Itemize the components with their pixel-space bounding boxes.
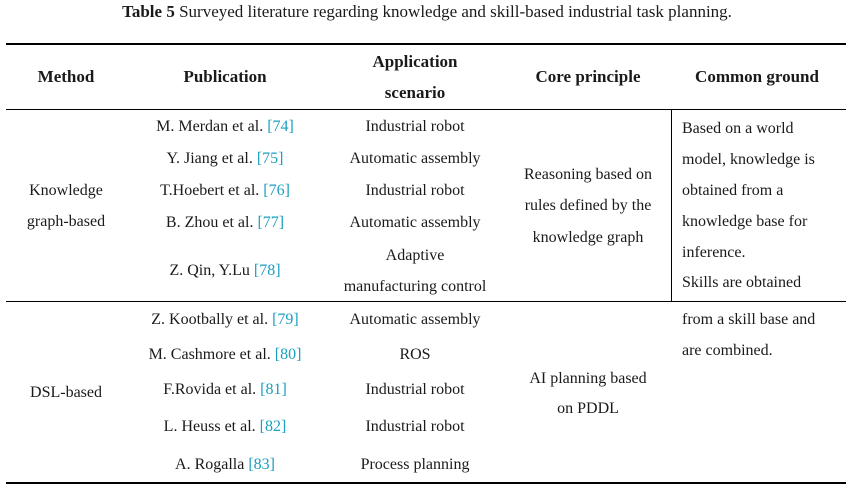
common-ground-divider xyxy=(671,110,672,301)
publication-cell: Z. Qin, Y.Lu [78] xyxy=(169,262,281,279)
publication-cell: T.Hoebert et al. [76] xyxy=(160,182,290,199)
publication-cell: Y. Jiang et al. [75] xyxy=(166,150,284,167)
scenario-cell: Automatic assembly xyxy=(349,150,481,167)
caption-text: Surveyed literature regarding knowledge and skill-based industrial task planning. xyxy=(179,2,732,21)
common-ground-line: Skills are obtained xyxy=(682,274,802,291)
scenario-cell: ROS xyxy=(399,346,431,363)
scenario-cell: Automatic assembly xyxy=(349,214,481,231)
header-rule xyxy=(6,109,846,110)
common-ground-line: Based on a world xyxy=(682,120,794,137)
scenario-cell-line1: Adaptive xyxy=(385,247,445,264)
reference-link[interactable]: [83] xyxy=(248,456,275,473)
reference-link[interactable]: [78] xyxy=(253,262,281,279)
common-ground-line: from a skill base and xyxy=(682,311,816,328)
caption-label: Table 5 xyxy=(122,2,175,21)
common-ground-line: are combined. xyxy=(682,342,773,359)
publication-cell: M. Merdan et al. [74] xyxy=(156,118,294,135)
scenario-cell: Automatic assembly xyxy=(349,311,481,328)
publication-cell: L. Heuss et al. [82] xyxy=(163,418,287,435)
principle-dsl-line2: on PDDL xyxy=(557,400,619,417)
table-caption xyxy=(0,2,854,22)
principle-knowledge-line1: Reasoning based on xyxy=(524,166,652,183)
scenario-cell: Process planning xyxy=(360,456,470,473)
header-scenario-line2: scenario xyxy=(384,83,446,102)
publication-cell: B. Zhou et al. [77] xyxy=(165,214,285,231)
bottom-rule xyxy=(6,482,846,484)
publication-cell: F.Rovida et al. [81] xyxy=(163,381,287,398)
header-core-principle: Core principle xyxy=(535,67,641,86)
common-ground-line: obtained from a xyxy=(682,182,784,199)
reference-link[interactable]: [81] xyxy=(260,381,287,398)
top-rule xyxy=(6,43,846,45)
method-knowledge-line1: Knowledge xyxy=(29,182,103,199)
publication-cell: Z. Kootbally et al. [79] xyxy=(151,311,299,328)
publication-cell: M. Cashmore et al. [80] xyxy=(148,346,302,363)
reference-link[interactable]: [82] xyxy=(259,418,287,435)
reference-link[interactable]: [79] xyxy=(272,311,299,328)
scenario-cell: Industrial robot xyxy=(365,418,465,435)
common-ground-line: inference. xyxy=(682,244,746,261)
publication-cell: A. Rogalla [83] xyxy=(175,456,275,473)
reference-link[interactable]: [75] xyxy=(256,150,284,167)
header-scenario-line1: Application xyxy=(372,52,458,71)
scenario-cell: Industrial robot xyxy=(365,182,465,199)
principle-dsl-line1: AI planning based xyxy=(529,370,647,387)
reference-link[interactable]: [80] xyxy=(274,346,302,363)
scenario-cell: Industrial robot xyxy=(365,381,465,398)
group-divider xyxy=(6,301,846,302)
header-common-ground: Common ground xyxy=(695,67,819,86)
scenario-cell-line2: manufacturing control xyxy=(343,278,487,295)
method-knowledge-line2: graph-based xyxy=(26,213,106,230)
common-ground-line: model, knowledge is xyxy=(682,151,815,168)
reference-link[interactable]: [76] xyxy=(263,182,290,199)
common-ground-line: knowledge base for xyxy=(682,213,808,230)
principle-knowledge-line2: rules defined by the xyxy=(524,197,652,214)
header-method: Method xyxy=(37,67,95,86)
principle-knowledge-line3: knowledge graph xyxy=(532,229,644,246)
reference-link[interactable]: [74] xyxy=(267,118,294,135)
header-publication: Publication xyxy=(183,67,267,86)
scenario-cell: Industrial robot xyxy=(365,118,465,135)
reference-link[interactable]: [77] xyxy=(257,214,285,231)
method-dsl: DSL-based xyxy=(30,384,102,401)
